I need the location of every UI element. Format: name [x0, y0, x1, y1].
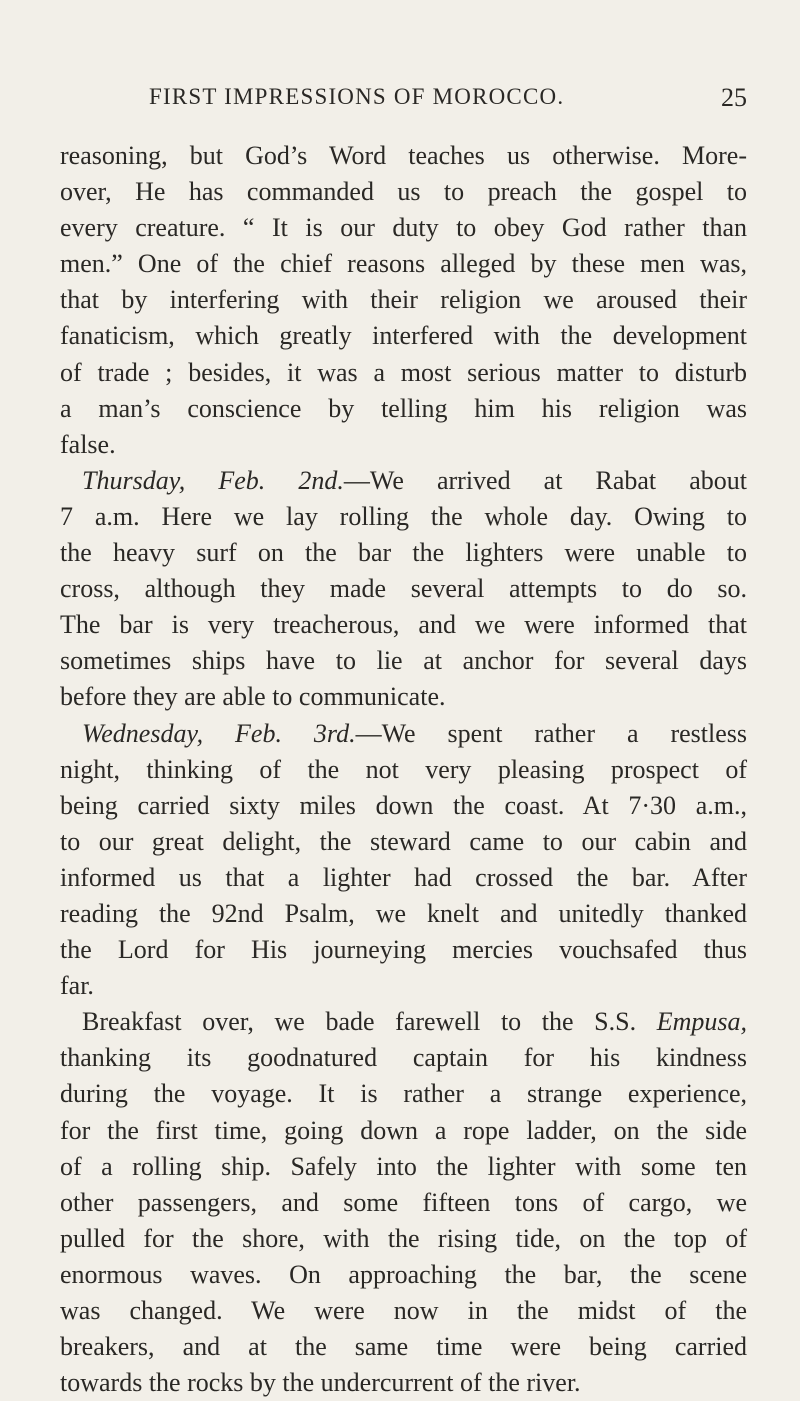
text-line: sometimes ships have to lie at anchor for several days [60, 646, 747, 676]
text-line: every creature. “ It is our duty to obey God rather than [60, 213, 747, 243]
text-line: far. [60, 971, 94, 1001]
text-line: being carried sixty miles down the coast. At 7·30 a.m., [60, 790, 747, 820]
text-line: the Lord for His journeying mercies vouchsafed thus [60, 935, 747, 965]
diary-date: Wednesday, Feb. 3rd. [82, 718, 356, 748]
text-line: of a rolling ship. Safely into the lighter with some ten [60, 1151, 747, 1181]
text-line: over, He has commanded us to preach the gospel to [60, 177, 747, 207]
text-line: to our great delight, the steward came to our cabin and [60, 826, 747, 856]
text-line: enormous waves. On approaching the bar, the scene [60, 1259, 747, 1289]
text-line: that by interfering with their religion we aroused their [60, 285, 747, 315]
text-line: night, thinking of the not very pleasing prospect of [60, 754, 747, 784]
text-line: other passengers, and some fifteen tons of cargo, we [60, 1187, 747, 1217]
text-line: false. [60, 429, 116, 459]
text-line: The bar is very treacherous, and we were informed that [60, 610, 747, 640]
body-text [60, 138, 747, 1401]
text-line: for the first time, going down a rope ladder, on the side [60, 1115, 747, 1145]
text-line: towards the rocks by the undercurrent of the river. [60, 1368, 581, 1398]
running-header [0, 84, 800, 124]
text-line: of trade ; besides, it was a most serious matter to disturb [60, 357, 747, 387]
text-line [60, 463, 747, 499]
text-line: a man’s conscience by telling him his religion was [60, 393, 747, 423]
text-line: the heavy surf on the bar the lighters were unable to [60, 538, 747, 568]
chapter-title: FIRST IMPRESSIONS OF MOROCCO. [149, 84, 565, 109]
text-run: —We arrived at Rabat about [343, 465, 747, 495]
text-line: fanaticism, which greatly interfered with the development [60, 321, 747, 351]
text-line: was changed. We were now in the midst of the [60, 1296, 747, 1325]
text-run: Breakfast over, we bade farewell to the S.S. [82, 1007, 637, 1037]
text-line: before they are able to communicate. [60, 682, 446, 712]
text-line: cross, although they made several attempts to do so. [60, 574, 747, 604]
text-line: breakers, and at the same time were being carried [60, 1332, 747, 1362]
ship-name: Empusa, [656, 1007, 747, 1037]
text-line: informed us that a lighter had crossed the bar. After [60, 862, 747, 892]
text-line [60, 716, 747, 752]
text-line: during the voyage. It is rather a strange experience, [60, 1079, 747, 1109]
text-line: 7 a.m. Here we lay rolling the whole day. Owing to [60, 501, 747, 531]
text-line: men.” One of the chief reasons alleged by these men was, [60, 249, 747, 279]
text-line: pulled for the shore, with the rising tide, on the top of [60, 1223, 747, 1253]
text-run: —We spent rather a restless [355, 718, 747, 748]
diary-date: Thursday, Feb. 2nd. [82, 465, 344, 495]
text-line: reasoning, but God’s Word teaches us otherwise. More- [60, 141, 747, 170]
page-number: 25 [721, 83, 747, 112]
text-line: reading the 92nd Psalm, we knelt and unitedly thanked [60, 898, 747, 928]
text-line: thanking its goodnatured captain for his kindness [60, 1043, 747, 1073]
text-line [60, 1004, 747, 1040]
